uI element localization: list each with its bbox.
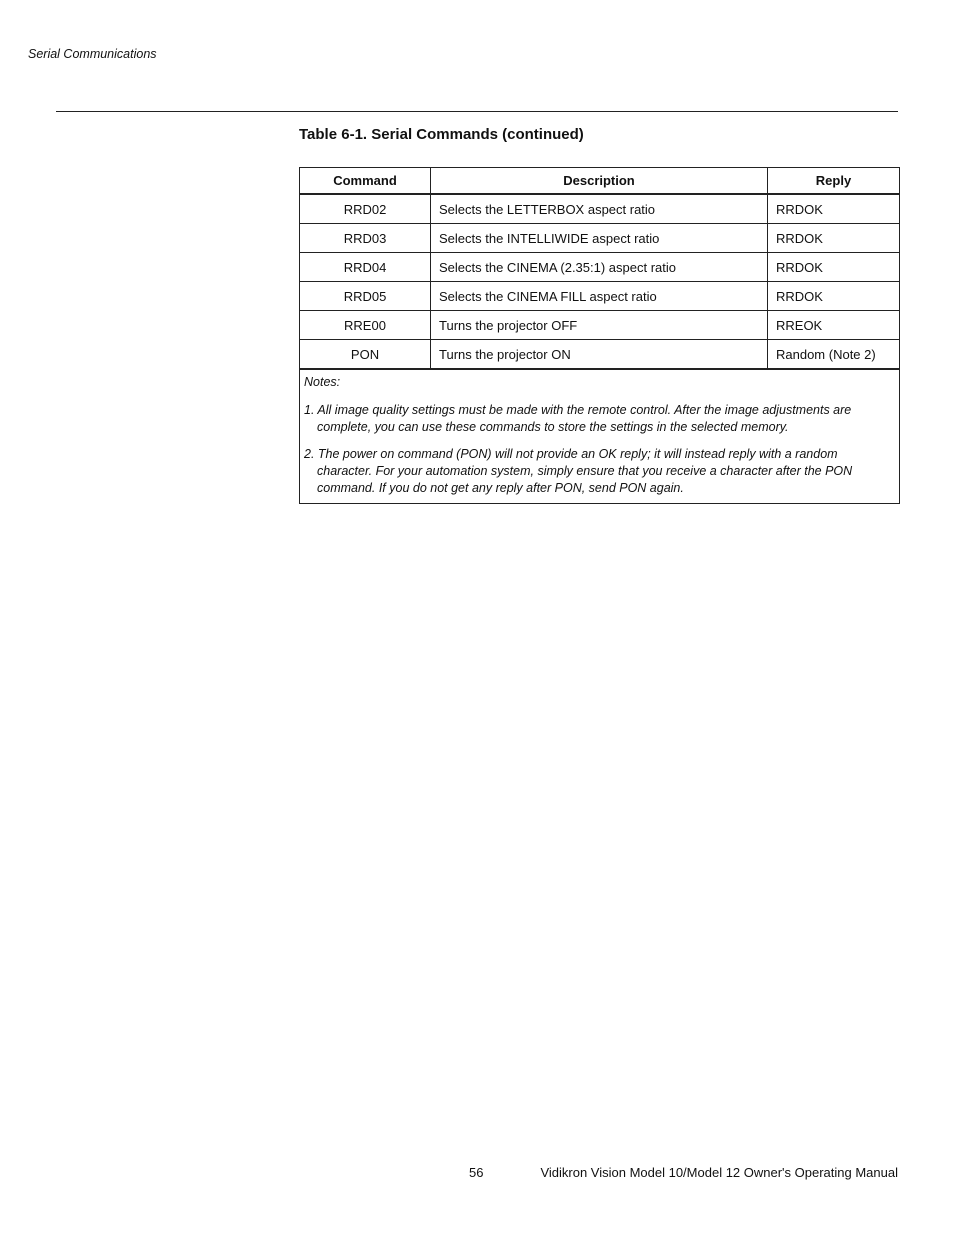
description-cell: Selects the CINEMA FILL aspect ratio <box>431 282 768 311</box>
table-row <box>300 282 900 311</box>
table-header-row <box>300 168 900 195</box>
manual-title: Vidikron Vision Model 10/Model 12 Owner's Operating Manual <box>540 1165 898 1180</box>
table-row <box>300 224 900 253</box>
note-item: 2. The power on command (PON) will not provide an OK reply; it will instead reply with a random character. For your automation system, simply ensure that you receive a character after the PON command. If you do not get any reply after PON, send PON again. <box>304 447 853 495</box>
column-header-reply: Reply <box>768 168 900 195</box>
serial-commands-table <box>299 167 900 504</box>
reply-cell: RRDOK <box>768 282 900 311</box>
table-row <box>300 194 900 224</box>
page-number: 56 <box>469 1165 484 1180</box>
table-caption: Table 6-1. Serial Commands (continued) <box>299 126 584 143</box>
header-rule <box>56 111 898 112</box>
reply-cell: RREOK <box>768 311 900 340</box>
command-cell: RRD03 <box>300 224 431 253</box>
command-cell: RRE00 <box>300 311 431 340</box>
note-item: 1. All image quality settings must be made with the remote control. After the image adjustments are complete, you can use these commands to store the settings in the selected memory. <box>304 403 852 434</box>
reply-cell: Random (Note 2) <box>768 340 900 370</box>
table-row <box>300 340 900 370</box>
command-cell: RRD02 <box>300 194 431 224</box>
table-row <box>300 253 900 282</box>
description-cell: Selects the INTELLIWIDE aspect ratio <box>431 224 768 253</box>
command-cell: RRD04 <box>300 253 431 282</box>
reply-cell: RRDOK <box>768 224 900 253</box>
command-cell: PON <box>300 340 431 370</box>
reply-cell: RRDOK <box>768 194 900 224</box>
running-header: Serial Communications <box>28 47 157 61</box>
description-cell: Turns the projector OFF <box>431 311 768 340</box>
description-cell: Selects the CINEMA (2.35:1) aspect ratio <box>431 253 768 282</box>
table-row <box>300 311 900 340</box>
notes-label: Notes: <box>304 375 341 389</box>
column-header-description: Description <box>431 168 768 195</box>
notes-cell <box>300 369 900 504</box>
notes-row <box>300 369 900 504</box>
reply-cell: RRDOK <box>768 253 900 282</box>
description-cell: Turns the projector ON <box>431 340 768 370</box>
description-cell: Selects the LETTERBOX aspect ratio <box>431 194 768 224</box>
command-cell: RRD05 <box>300 282 431 311</box>
column-header-command: Command <box>300 168 431 195</box>
